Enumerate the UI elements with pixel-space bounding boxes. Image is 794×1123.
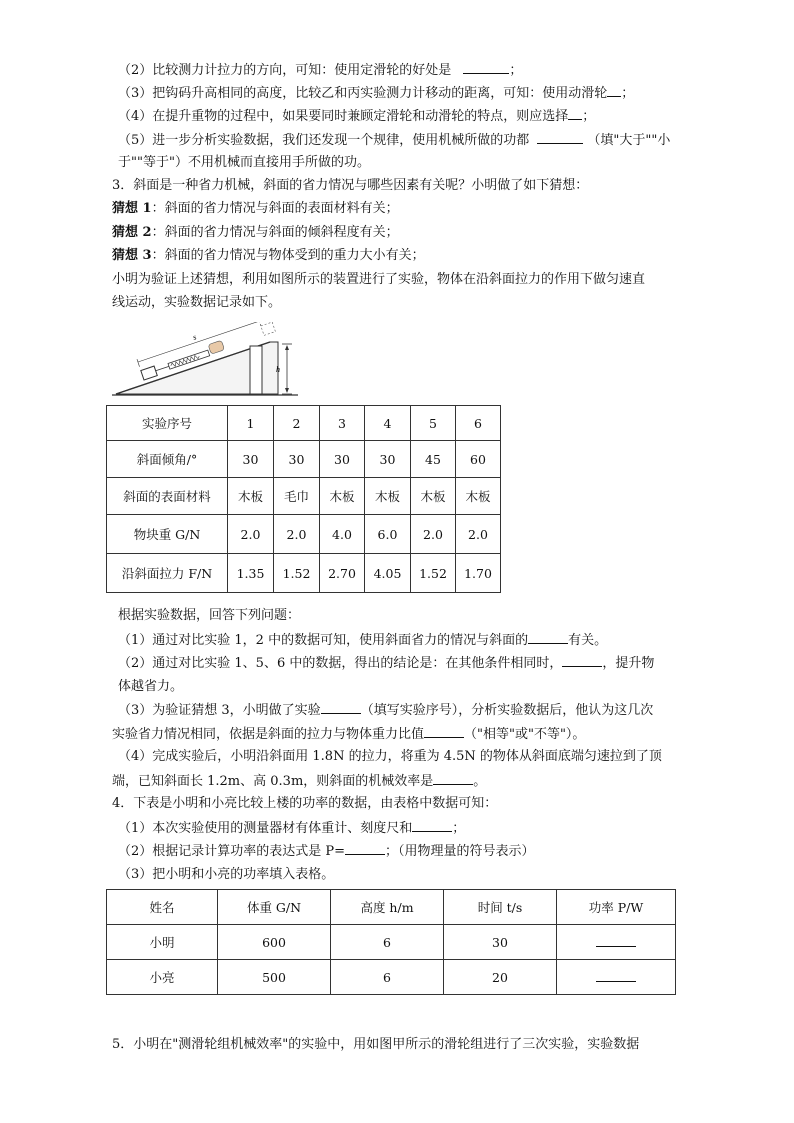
q3-answer-2b: 体越省力。: [118, 679, 184, 694]
table-row: [107, 515, 501, 554]
row-header-cell: 实验序号: [107, 406, 228, 441]
table-cell: 60: [456, 441, 501, 478]
column-header: 体重 G/N: [218, 890, 331, 925]
q3-answer-4a: （4）完成实验后，小明沿斜面用 1.8N 的拉力，将重为 4.5N 的物体从斜面底端匀速拉到了顶: [118, 749, 662, 764]
row-header-cell: 沿斜面拉力 F/N: [107, 554, 228, 593]
table-cell: 4: [365, 406, 411, 441]
column-header: 姓名: [107, 890, 218, 925]
inclined-plane-figure: [112, 322, 302, 402]
table-cell: 30: [274, 441, 320, 478]
guess-3: 猜想 3：斜面的省力情况与物体受到的重力大小有关；: [112, 248, 425, 263]
column-header: 高度 h/m: [331, 890, 444, 925]
q5-intro: 5．小明在"测滑轮组机械效率"的实验中，用如图甲所示的滑轮组进行了三次实验，实验数据: [112, 1037, 640, 1052]
power-answer-blank[interactable]: [596, 934, 636, 947]
q4-intro: 4．下表是小明和小亮比较上楼的功率的数据，由表格中数据可知：: [112, 796, 498, 811]
table-cell: 小明: [107, 925, 218, 960]
table-cell: 30: [320, 441, 365, 478]
row-header-cell: 物块重 G/N: [107, 515, 228, 554]
table-cell: 6: [456, 406, 501, 441]
answer-blank[interactable]: [528, 631, 568, 644]
q3-answer-4b: 端，已知斜面长 1.2m、高 0.3m，则斜面的机械效率是 。: [112, 774, 487, 789]
table-cell: 木板: [228, 478, 274, 515]
table-cell: 6: [331, 925, 444, 960]
column-header: 功率 P/W: [557, 890, 676, 925]
h-dimension-label: h: [276, 365, 280, 374]
q2-line-4: （4）在提升重物的过程中，如果要同时兼顾定滑轮和动滑轮的特点，则应选择 ；: [118, 109, 596, 124]
table-cell: 2.0: [274, 515, 320, 554]
table-cell: [557, 960, 676, 995]
answer-blank[interactable]: [412, 819, 452, 832]
table-row: [107, 478, 501, 515]
table-cell: 1.52: [411, 554, 456, 593]
table-cell: 5: [411, 406, 456, 441]
answer-blank[interactable]: [607, 84, 621, 97]
answer-blank[interactable]: [537, 131, 583, 144]
table-cell: 3: [320, 406, 365, 441]
answer-blank[interactable]: [463, 61, 509, 74]
table-row: [107, 406, 501, 441]
table-cell: 木板: [320, 478, 365, 515]
table-cell: 45: [411, 441, 456, 478]
table-cell: 2.0: [228, 515, 274, 554]
table-cell: 30: [228, 441, 274, 478]
table-cell: 500: [218, 960, 331, 995]
table-row: [107, 554, 501, 593]
table-cell: 600: [218, 925, 331, 960]
block-icon: [141, 366, 157, 380]
q3-answer-3b: 实验省力情况相同，依据是斜面的拉力与物体重力比值 （"相等"或"不等"）。: [112, 727, 586, 742]
q3-answer-2a: （2）通过对比实验 1、5、6 中的数据，得出的结论是：在其他条件相同时， ，提升物: [118, 656, 655, 671]
answer-blank[interactable]: [321, 701, 361, 714]
table-cell: 20: [444, 960, 557, 995]
table-cell: 4.0: [320, 515, 365, 554]
table-cell: [557, 925, 676, 960]
table-cell: 2.0: [411, 515, 456, 554]
q2-line-5a: （5）进一步分析实验数据，我们还发现一个规律，使用机械所做的功都 （填"大于""小: [118, 133, 671, 148]
q2-line-5b: 于""等于"）不用机械而直接用手所做的功。: [118, 155, 370, 170]
table-cell: 1.52: [274, 554, 320, 593]
table-cell: 6: [331, 960, 444, 995]
hand-icon: [208, 340, 224, 354]
q3-answer-3a: （3）为验证猜想 3，小明做了实验 （填写实验序号），分析实验数据后，他认为这几次: [118, 703, 654, 718]
answer-blank[interactable]: [424, 725, 464, 738]
q3-answer-intro: 根据实验数据，回答下列问题：: [118, 608, 301, 623]
table-row: [107, 925, 676, 960]
q4-line-1: （1）本次实验使用的测量器材有体重计、刻度尺和 ；: [118, 821, 466, 836]
table-cell: 木板: [411, 478, 456, 515]
q4-line-2: （2）根据记录计算功率的表达式是 P= ；（用物理量的符号表示）: [118, 844, 535, 859]
answer-blank[interactable]: [433, 772, 473, 785]
table-cell: 2: [274, 406, 320, 441]
power-data-table: [106, 889, 676, 995]
table-cell: 30: [365, 441, 411, 478]
q2-line-3: （3）把钩码升高相同的高度，比较乙和丙实验测力计移动的距离，可知：使用动滑轮 ；: [118, 86, 635, 101]
table-cell: 1.35: [228, 554, 274, 593]
answer-blank[interactable]: [568, 107, 582, 120]
answer-blank[interactable]: [345, 842, 385, 855]
table-header-row: [107, 890, 676, 925]
table-row: [107, 441, 501, 478]
table-cell: 2.0: [456, 515, 501, 554]
power-answer-blank[interactable]: [596, 969, 636, 982]
q3-desc-2: 线运动，实验数据记录如下。: [112, 295, 282, 310]
row-header-cell: 斜面的表面材料: [107, 478, 228, 515]
table-row: [107, 960, 676, 995]
table-cell: 1.70: [456, 554, 501, 593]
guess-1: 猜想 1：斜面的省力情况与斜面的表面材料有关；: [112, 201, 399, 216]
table-cell: 4.05: [365, 554, 411, 593]
q3-desc-1: 小明为验证上述猜想，利用如图所示的装置进行了实验，物体在沿斜面拉力的作用下做匀速直: [112, 272, 646, 287]
row-header-cell: 斜面倾角/°: [107, 441, 228, 478]
q3-intro: 3．斜面是一种省力机械，斜面的省力情况与哪些因素有关呢？小明做了如下猜想：: [112, 178, 589, 193]
table-cell: 2.70: [320, 554, 365, 593]
answer-blank[interactable]: [562, 654, 602, 667]
q4-line-3: （3）把小明和小亮的功率填入表格。: [118, 867, 335, 882]
table-cell: 小亮: [107, 960, 218, 995]
incline-data-table: [106, 405, 501, 593]
table-cell: 1: [228, 406, 274, 441]
q3-answer-1: （1）通过对比实验 1，2 中的数据可知，使用斜面省力的情况与斜面的 有关。: [118, 633, 608, 648]
table-cell: 毛巾: [274, 478, 320, 515]
guess-2: 猜想 2：斜面的省力情况与斜面的倾斜程度有关；: [112, 225, 399, 240]
column-header: 时间 t/s: [444, 890, 557, 925]
table-cell: 木板: [456, 478, 501, 515]
s-dimension-label: s: [191, 332, 198, 342]
table-cell: 木板: [365, 478, 411, 515]
table-cell: 6.0: [365, 515, 411, 554]
table-cell: 30: [444, 925, 557, 960]
q2-line-2: （2）比较测力计拉力的方向，可知：使用定滑轮的好处是 ；: [118, 63, 523, 78]
